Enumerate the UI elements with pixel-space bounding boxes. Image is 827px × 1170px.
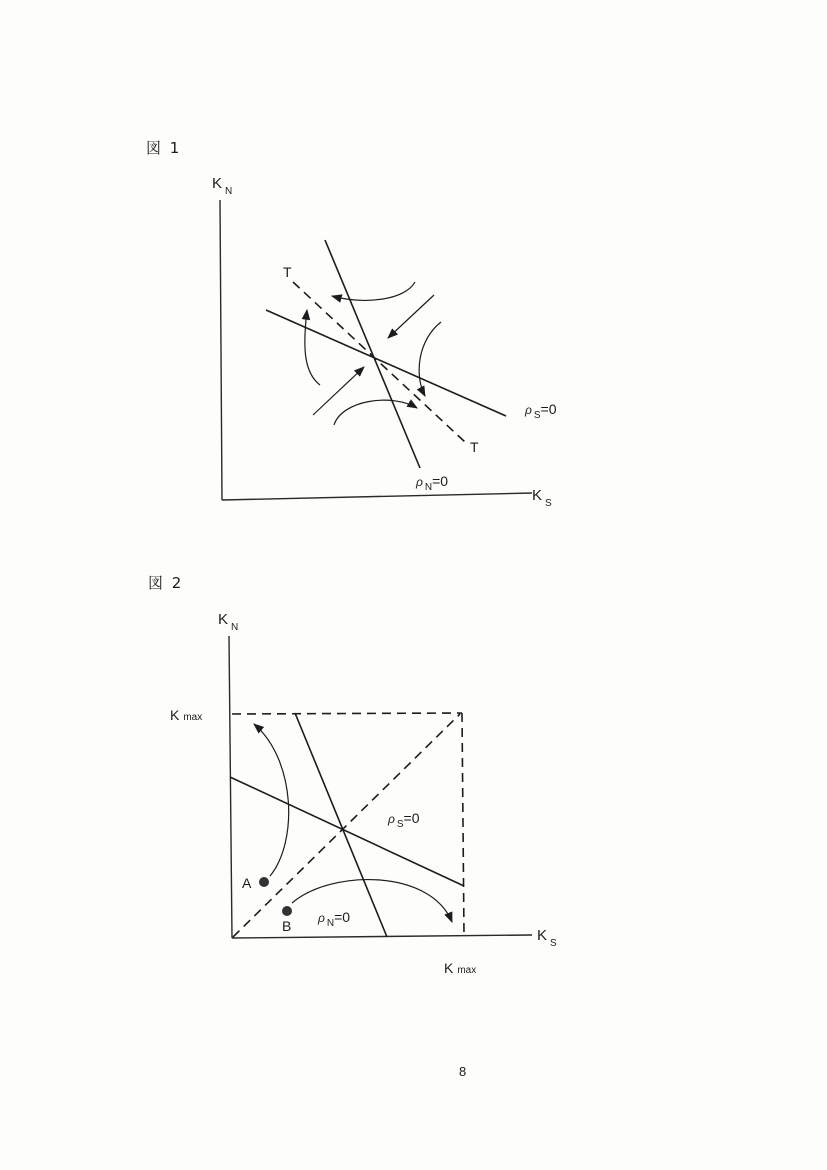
fig1-trajectory-right [419, 322, 441, 396]
fig2-kmax-y-label: K max [170, 707, 203, 723]
fig2-trajectory-from-a [254, 724, 289, 876]
fig2-kmax-top-edge [232, 713, 462, 714]
fig1-t-label-bottom: T [470, 439, 479, 455]
fig2-point-a [259, 877, 269, 887]
fig1-y-axis-label: K $_N$ [212, 175, 233, 197]
figure-1-caption: 図 1 [146, 139, 182, 157]
fig2-point-a-label: A [242, 875, 252, 891]
fig1-isocline-rho-n [325, 240, 420, 468]
fig2-separatrix-diagonal [233, 714, 460, 937]
fig1-trajectory-lower-left-in [313, 367, 364, 415]
fig1-x-axis-label: K $_S$ [532, 487, 552, 509]
fig2-isocline-rho-n [295, 713, 387, 937]
fig2-kmax-x-label: K max [444, 960, 477, 976]
figure-2-caption: 図 2 [148, 574, 184, 592]
fig1-separatrix-t [293, 282, 465, 442]
fig2-kmax-right-edge [462, 713, 464, 936]
fig2-isocline-rho-s [230, 777, 464, 886]
fig1-rho-s-label: ρ $_S$=0 [525, 401, 557, 421]
fig1-y-axis [220, 200, 222, 500]
fig1-rho-n-label: ρ $_N$=0 [416, 473, 449, 493]
fig1-t-label-top: T [283, 264, 292, 280]
fig1-trajectory-bottom [334, 400, 417, 425]
fig2-y-axis-label: K $_N$ [218, 611, 239, 633]
fig2-x-axis [232, 935, 532, 938]
fig1-trajectory-left [305, 310, 320, 385]
fig1-x-axis [222, 493, 532, 500]
fig2-rho-n-label: ρ $_N$=0 [318, 909, 351, 929]
fig2-y-axis [229, 636, 232, 938]
page-number: 8 [459, 1064, 467, 1079]
fig2-point-b-label: B [282, 918, 292, 934]
fig2-x-axis-label: K $_S$ [537, 927, 557, 949]
fig2-rho-s-label: ρ $_S$=0 [388, 810, 420, 830]
figure-1 [212, 175, 557, 509]
figure-2 [170, 611, 557, 976]
fig2-point-b [282, 906, 292, 916]
fig1-trajectory-upper-right-in [388, 295, 434, 338]
